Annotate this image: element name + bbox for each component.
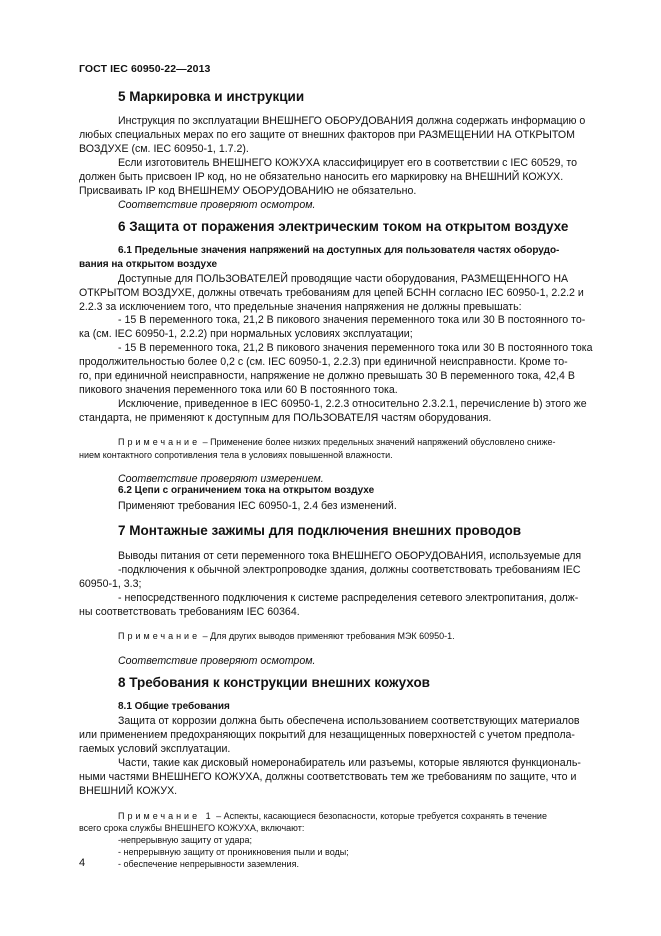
paragraph-line: Доступные для ПОЛЬЗОВАТЕЛЕЙ проводящие части оборудования, РАЗМЕЩЕННОГО НА <box>118 273 569 285</box>
document-header: ГОСТ IEC 60950-22—2013 <box>79 63 211 75</box>
list-item: - непосредственного подключения к системе распределения сетевого электропитания, долж- <box>118 592 579 604</box>
page-number: 4 <box>79 857 86 869</box>
note-text: всего срока службы ВНЕШНЕГО КОЖУХА, включают: <box>79 823 305 833</box>
paragraph-line: пикового значения переменного тока или 60 В постоянного тока. <box>79 384 398 396</box>
paragraph-line: ны соответствовать требованиям IEC 60364. <box>79 606 300 618</box>
section-6-title: 6 Защита от поражения электрическим током на открытом воздухе <box>118 219 569 234</box>
section-5-title: 5 Маркировка и инструкции <box>118 89 305 104</box>
paragraph-line: любых специальных мерах по его защите от внешних факторов при РАЗМЕЩЕНИИ НА ОТКРЫТОМ <box>79 129 575 141</box>
paragraph-line: Применяют требования IEC 60950-1, 2.4 без изменений. <box>118 500 397 512</box>
paragraph-line: ВНЕШНИЙ КОЖУХ. <box>79 785 178 797</box>
list-item: - 15 В переменного тока, 21,2 В пикового значения переменного тока или 30 В постоянного тока <box>118 342 593 354</box>
note-list-item: - непрерывную защиту от проникновения пыли и воды; <box>118 847 349 857</box>
paragraph-line: Если изготовитель ВНЕШНЕГО КОЖУХА классифицирует его в соответствии с IEC 60529, то <box>118 157 577 169</box>
paragraph-line: ВОЗДУХЕ (см. IEC 60950-1, 1.7.2). <box>79 143 249 155</box>
paragraph-line: должен быть присвоен IP код, но не обязательно наносить его маркировку на ВНЕШНИЙ КОЖУХ. <box>79 171 564 183</box>
list-item: -подключения к обычной электропроводке здания, должны соответствовать требованиям IEC <box>118 564 581 576</box>
paragraph-line: ОТКРЫТОМ ВОЗДУХЕ, должны отвечать требованиям для цепей БСНН согласно IEC 60950-1, 2.2.2 и <box>79 287 584 299</box>
note <box>118 630 455 643</box>
note-text: – Аспекты, касающиеся безопасности, которые требуется сохранять в течение <box>216 811 547 821</box>
paragraph-line: Выводы питания от сети переменного тока ВНЕШНЕГО ОБОРУДОВАНИЯ, используемые для <box>118 550 582 562</box>
compliance-check: Соответствие проверяют осмотром. <box>118 199 316 211</box>
paragraph-line: продолжительностью более 0,2 с (см. IEC 60950-1, 2.2.3) при единичной неисправности. Кроме то- <box>79 356 568 368</box>
subsection-6-2-title: 6.2 Цепи с ограничением тока на открытом воздухе <box>118 485 375 496</box>
paragraph-line: или применением предохраняющих покрытий для незащищенных поверхностей с учетом предпола- <box>79 729 575 741</box>
paragraph-line: ными частями ВНЕШНЕГО КОЖУХА, должны соответствовать тем же требованиям по защите, что и <box>79 771 577 783</box>
section-7-title: 7 Монтажные зажимы для подключения внешних проводов <box>118 523 522 538</box>
paragraph-line: го, при единичной неисправности, напряжение не должно превышать 30 В переменного тока, 42,4 В <box>79 370 575 382</box>
subsection-6-1-title: 6.1 Предельные значения напряжений на доступных для пользователя частях оборудо- <box>118 245 560 256</box>
note <box>118 436 555 449</box>
paragraph-line: Инструкция по эксплуатации ВНЕШНЕГО ОБОРУДОВАНИЯ должна содержать информацию о <box>118 115 586 127</box>
paragraph-line: Защита от коррозии должна быть обеспечена использованием соответствующих материалов <box>118 715 580 727</box>
subsection-6-1-title-cont: вания на открытом воздухе <box>79 259 218 270</box>
note-list-item: - обеспечение непрерывности заземления. <box>118 859 299 869</box>
note-text: – Для других выводов применяют требования МЭК 60950-1. <box>202 631 455 641</box>
compliance-check: Соответствие проверяют осмотром. <box>118 655 316 667</box>
note-list-item: -непрерывную защиту от удара; <box>118 835 253 845</box>
paragraph-line: Присваивать IP код ВНЕШНЕМУ ОБОРУДОВАНИЮ не обязательно. <box>79 185 417 197</box>
compliance-check: Соответствие проверяют измерением. <box>118 473 324 485</box>
subsection-8-1-title: 8.1 Общие требования <box>118 701 230 712</box>
paragraph-line: гаемых условий эксплуатации. <box>79 743 231 755</box>
note-label: Примечание <box>118 437 201 447</box>
paragraph-line: стандарта, не применяют к доступным для ПОЛЬЗОВАТЕЛЯ частям оборудования. <box>79 412 492 424</box>
paragraph-line: ка (см. IEC 60950-1, 2.2.2) при нормальных условиях эксплуатации; <box>79 328 413 340</box>
note-label: Примечание <box>118 631 201 641</box>
paragraph-line: Исключение, приведенное в IEC 60950-1, 2.2.3 относительно 2.3.2.1, перечисление b) этого же <box>118 398 587 410</box>
list-item: - 15 В переменного тока, 21,2 В пикового значения переменного тока или 30 В постоянного то- <box>118 314 586 326</box>
note-text: – Применение более низких предельных значений напряжений обусловлено сниже- <box>202 437 556 447</box>
paragraph-line: Части, такие как дисковый номеронабиратель или разъемы, которые являются функциональ- <box>118 757 581 769</box>
paragraph-line: 2.2.3 за исключением того, что предельные значения напряжения не должны превышать: <box>79 301 522 313</box>
note-label: Примечание 1 <box>118 811 214 821</box>
section-8-title: 8 Требования к конструкции внешних кожухов <box>118 675 430 690</box>
paragraph-line: 60950-1, 3.3; <box>79 578 142 590</box>
note-text: нием контактного сопротивления тела в условиях повышенной влажности. <box>79 450 393 460</box>
